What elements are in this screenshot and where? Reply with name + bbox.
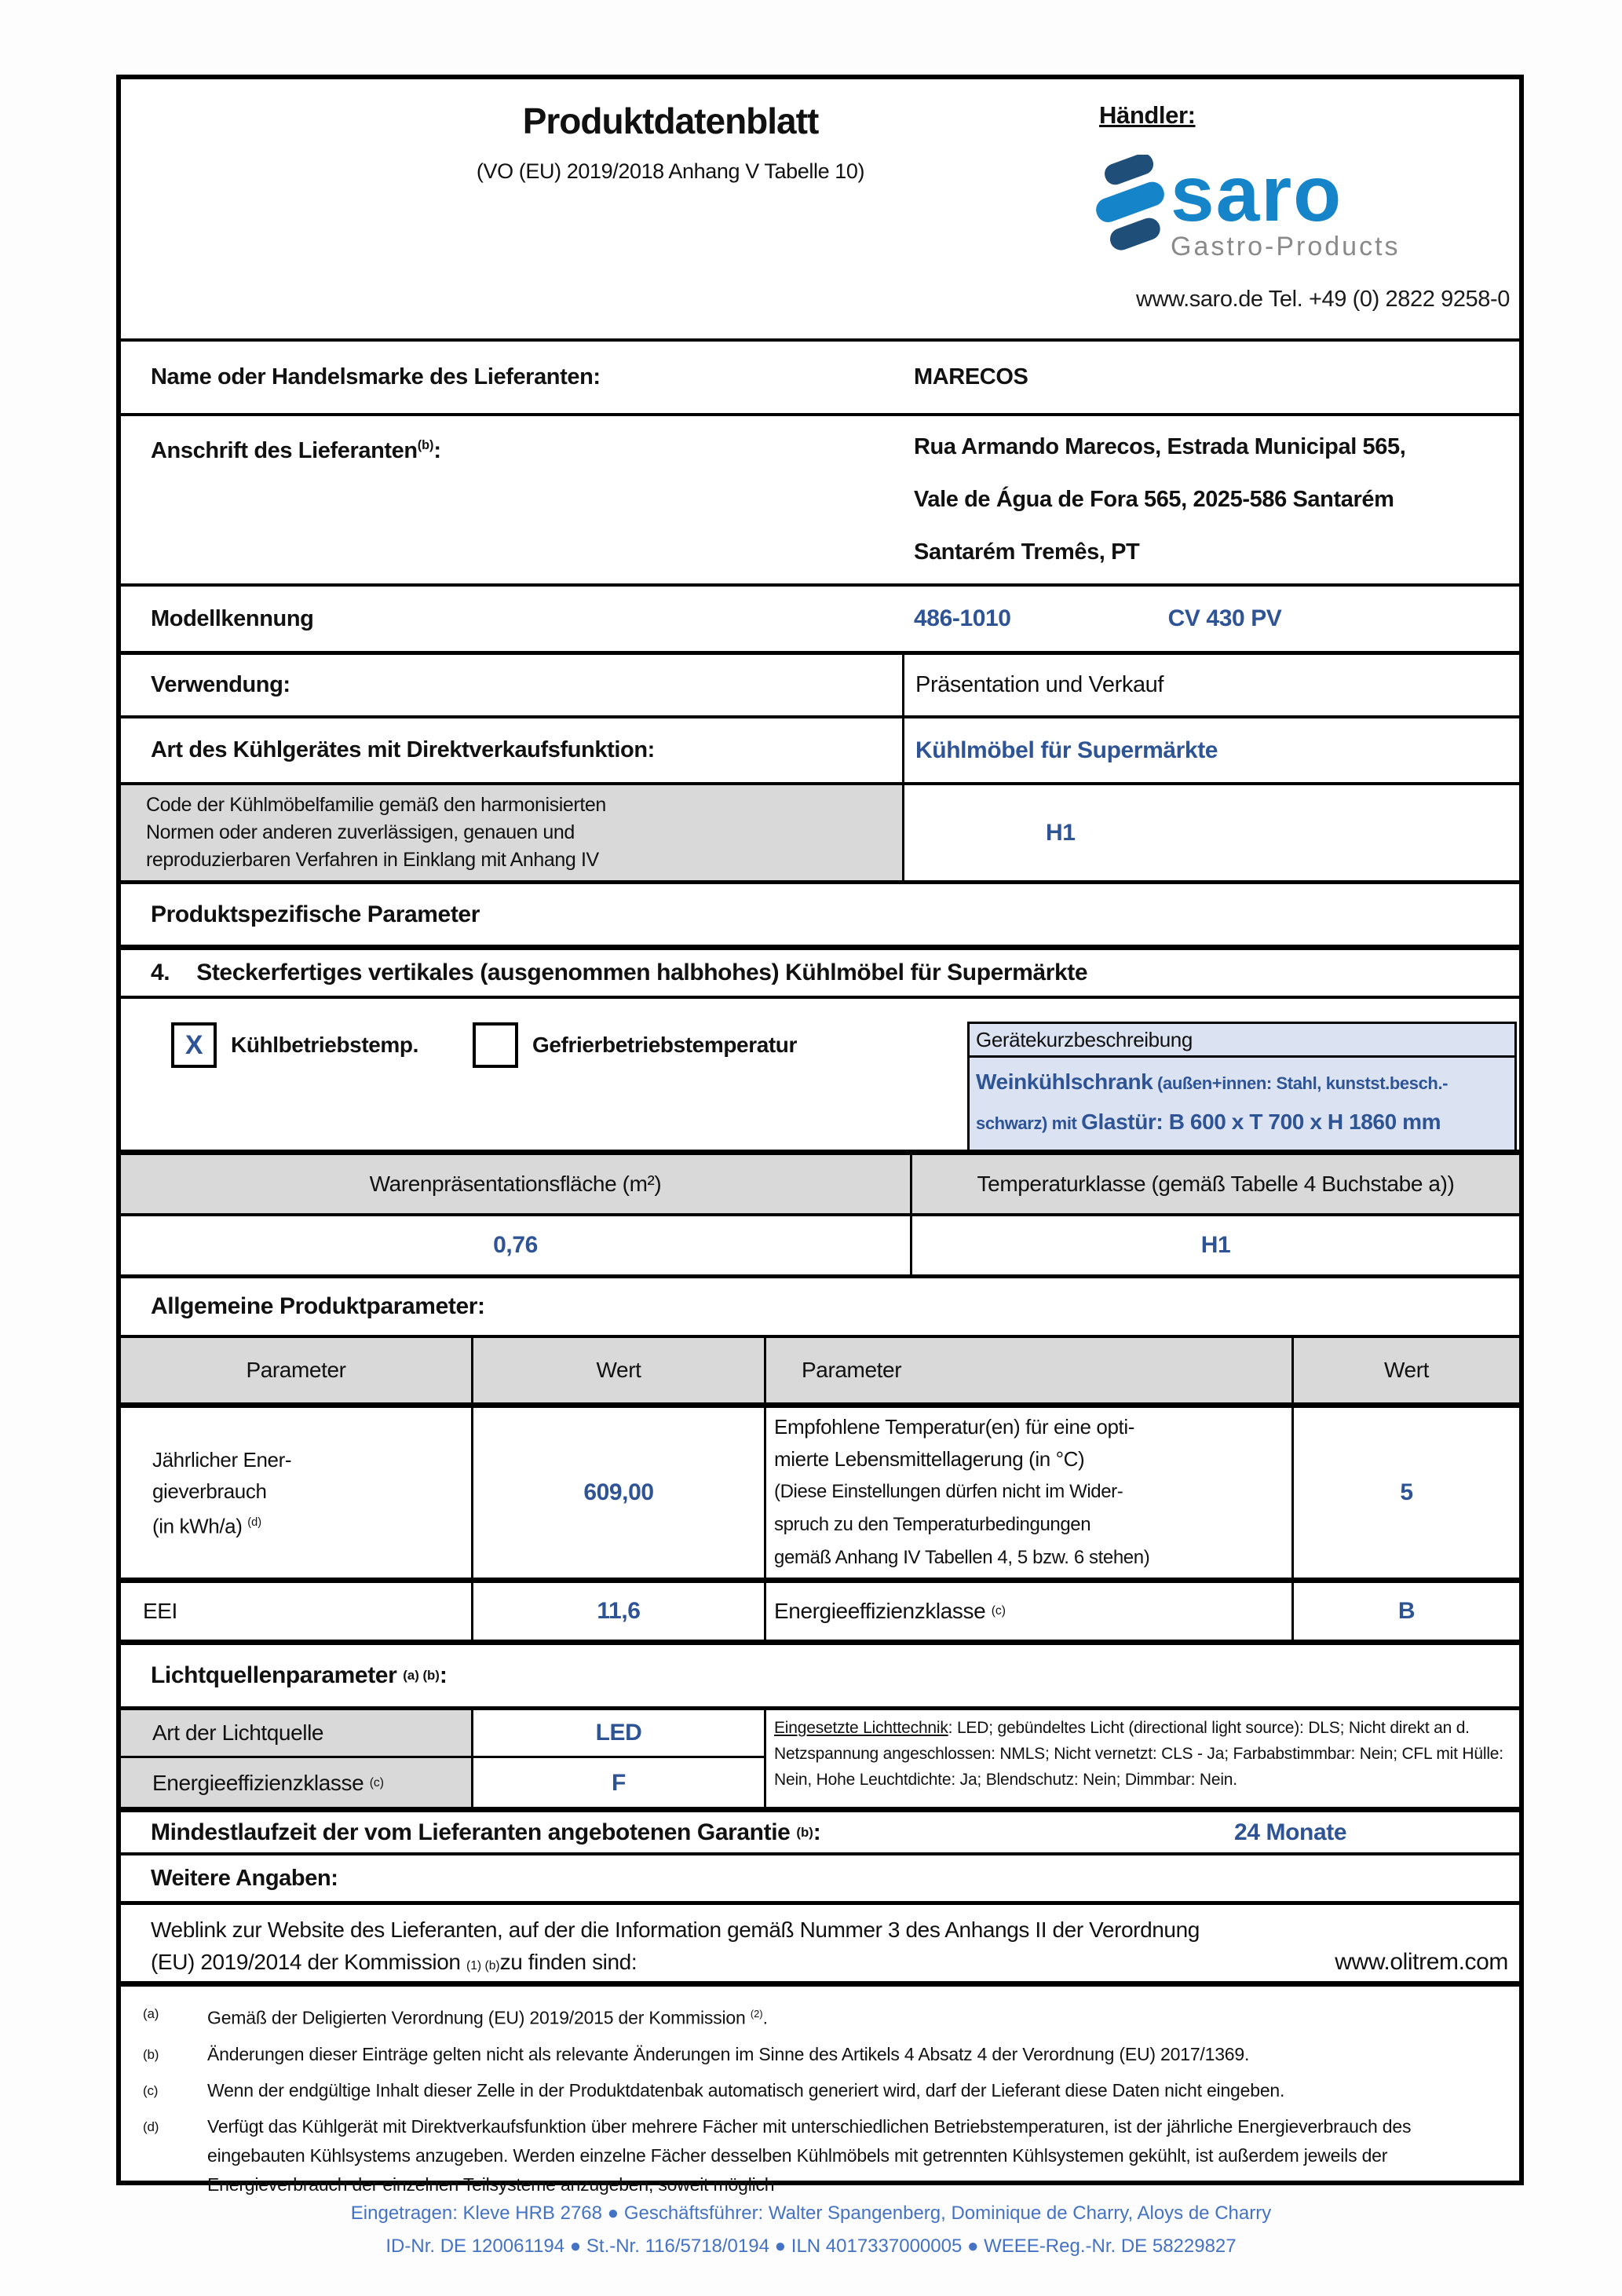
device-description-text bbox=[970, 1058, 1514, 1152]
eei-row bbox=[121, 1578, 1519, 1640]
energy-label-line: (in kWh/a) $^{(d)}$ bbox=[152, 1514, 262, 1538]
header-title-area bbox=[121, 79, 1001, 338]
supplier-weblink[interactable]: www.olitrem.com bbox=[1335, 1948, 1508, 1975]
rec-temp-line: spruch zu den Temperaturbedingungen bbox=[774, 1514, 1091, 1535]
dealer-label: Händler: bbox=[1099, 101, 1196, 129]
temperature-class-value: H1 bbox=[1200, 1232, 1231, 1258]
header-dealer-area bbox=[1001, 79, 1519, 338]
col-header-parameter-1: Parameter bbox=[121, 1338, 473, 1402]
footnote-a bbox=[143, 1999, 1496, 2033]
supplier-name-label: Name oder Handelsmarke des Lieferanten: bbox=[151, 364, 601, 389]
energy-consumption-row bbox=[121, 1402, 1519, 1578]
device-type-label: Art des Kühlgerätes mit Direktverkaufsfunktion: bbox=[121, 718, 904, 782]
warranty-value: 24 Monate bbox=[1234, 1819, 1347, 1845]
light-technology-body: : LED; gebündeltes Licht (directional light source): DLS; Nicht direkt an d. Netzspannung angeschlossen: NMLS; Nicht vernetzt: CLS - Ja; Farbabstimmbar: Nein; CFL mit Hülle: Nein, Hohe Leuchtdichte: Ja; Blendschutz: Nein; Dimmbar: Nein. bbox=[774, 1719, 1503, 1789]
col-header-wert-1: Wert bbox=[473, 1338, 766, 1402]
weblink-line1: Weblink zur Website des Lieferanten, auf der die Information gemäß Nummer 3 des Anhangs II der Verordnung bbox=[151, 1917, 1200, 1942]
col-header-parameter-2: Parameter bbox=[766, 1338, 1294, 1402]
usage-value: Präsentation und Verkauf bbox=[915, 672, 1164, 697]
supplier-address-label bbox=[121, 416, 441, 583]
rec-temp-line: Empfohlene Temperatur(en) für eine opti- bbox=[774, 1415, 1134, 1439]
product-specific-heading: Produktspezifische Parameter bbox=[121, 880, 1519, 945]
footnote-text: Verfügt das Kühlgerät mit Direktverkaufsfunktion über mehrere Fächer mit unterschiedlichen Betriebstemperaturen, ist der jährliche Energieverbrauch des eingebauten Kühlsystems anzugeben. Werden einzelne Fächer desselben Kühlmöbels mit getrennten Kühlsystemen gekühlt, ist außerdem jeweils der Energieverbrauch der einzelnen Teilsysteme anzugeben, soweit möglich bbox=[207, 2115, 1412, 2195]
supplier-address-value bbox=[914, 416, 1405, 583]
model-row bbox=[121, 583, 1519, 651]
address-line: Rua Armando Marecos, Estrada Municipal 565, bbox=[914, 434, 1406, 459]
light-source-rows bbox=[121, 1706, 1519, 1807]
light-parameters-heading: Lichtquellenparameter (a) (b) : bbox=[121, 1640, 1519, 1706]
footnotes-block bbox=[121, 1981, 1519, 2206]
footnote-text: Änderungen dieser Einträge gelten nicht als relevante Änderungen im Sinne des Artikels 4 Absatz 4 der Verordnung (EU) 2017/1369. bbox=[207, 2043, 1250, 2064]
saro-logo bbox=[1095, 150, 1401, 262]
supplier-address-label-sup: (b) bbox=[417, 438, 434, 452]
device-type-row bbox=[121, 715, 1519, 782]
footnote-marker: (a) bbox=[143, 2006, 159, 2021]
address-line: Santarém Tremês, PT bbox=[914, 539, 1140, 565]
supplier-address-label-colon: : bbox=[433, 438, 441, 463]
weblink-row bbox=[121, 1901, 1519, 1981]
rec-temp-line: (Diese Einstellungen dürfen nicht im Wider- bbox=[774, 1481, 1123, 1502]
rec-temp-line: gemäß Anhang IV Tabellen 4, 5 bzw. 6 stehen) bbox=[774, 1547, 1150, 1568]
sheet-border bbox=[116, 75, 1524, 2195]
warranty-row bbox=[121, 1807, 1519, 1852]
dealer-contact-line: www.saro.de Tel. +49 (0) 2822 9258-0 bbox=[1136, 287, 1510, 312]
footer-line1: Eingetragen: Kleve HRB 2768 ● Geschäftsführer: Walter Spangenberg, Dominique de Charry, Aloys de Charry bbox=[350, 2203, 1272, 2224]
light-source-left bbox=[121, 1710, 766, 1807]
parameter-table-header bbox=[121, 1335, 1519, 1402]
eei-value: 11,6 bbox=[473, 1583, 766, 1640]
cooling-temp-label: Kühlbetriebstemp. bbox=[231, 1033, 419, 1057]
section4-heading bbox=[121, 945, 1519, 996]
presentation-area-header: Warenpräsentationsfläche (m²) bbox=[121, 1155, 912, 1213]
footnote-text: Gemäß der Deligierten Verordnung (EU) 2019/2015 der Kommission $^{(2)}$. bbox=[207, 2007, 768, 2028]
section4-number: 4. bbox=[151, 960, 170, 985]
saro-logo-icon bbox=[1095, 155, 1171, 260]
usage-row bbox=[121, 651, 1519, 715]
light-class-row bbox=[121, 1758, 766, 1808]
device-description-box bbox=[967, 1022, 1517, 1154]
energy-label-line: Jährlicher Ener- bbox=[152, 1447, 292, 1472]
company-footer bbox=[0, 2197, 1622, 2263]
saro-brand-word: saro bbox=[1171, 150, 1343, 238]
presentation-area-value: 0,76 bbox=[121, 1216, 912, 1274]
energy-consumption-label bbox=[121, 1408, 473, 1578]
recommended-temperature-value: 5 bbox=[1400, 1479, 1413, 1505]
page-subtitle: (VO (EU) 2019/2018 Anhang V Tabelle 10) bbox=[476, 159, 865, 183]
family-code-line: Normen oder anderen zuverlässigen, genauen und bbox=[146, 821, 575, 843]
light-class-value: F bbox=[473, 1758, 766, 1808]
device-description-line: schwarz) mit Glastür: B 600 x T 700 x H 1860 mm bbox=[976, 1110, 1441, 1134]
family-code-line: Code der Kühlmöbelfamilie gemäß den harmonisierten bbox=[146, 794, 606, 816]
freezer-temp-checkbox[interactable] bbox=[473, 1022, 518, 1068]
cooling-temp-checkbox[interactable] bbox=[171, 1022, 217, 1068]
supplier-address-label-text: Anschrift des Lieferanten bbox=[151, 438, 418, 463]
usage-label: Verwendung: bbox=[121, 655, 904, 715]
footnote-marker: (c) bbox=[143, 2082, 159, 2098]
footnote-marker: (d) bbox=[143, 2119, 159, 2134]
presentation-header-row bbox=[121, 1150, 1519, 1213]
address-line: Vale de Água de Fora 565, 2025-586 Santarém bbox=[914, 487, 1394, 512]
energy-consumption-value: 609,00 bbox=[473, 1408, 766, 1578]
more-info-heading: Weitere Angaben: bbox=[121, 1852, 1519, 1901]
supplier-address-row bbox=[121, 413, 1519, 583]
footnote-marker: (b) bbox=[143, 2046, 159, 2062]
col-header-wert-2: Wert bbox=[1294, 1338, 1519, 1402]
light-technology-text bbox=[766, 1710, 1519, 1807]
light-technology-head: Eingesetzte Lichttechnik bbox=[774, 1719, 948, 1737]
model-values bbox=[914, 587, 1281, 651]
energy-class-value: B bbox=[1397, 1598, 1416, 1624]
footnote-c bbox=[143, 2076, 1496, 2105]
checkbox-mark: X bbox=[184, 1029, 203, 1060]
general-parameters-heading: Allgemeine Produktparameter: bbox=[121, 1274, 1519, 1335]
device-description-line: Weinkühlschrank (außen+innen: Stahl, kunstst.besch.- bbox=[976, 1069, 1448, 1094]
header-block bbox=[121, 79, 1519, 338]
freezer-temp-label: Gefrierbetriebstemperatur bbox=[532, 1033, 798, 1057]
presentation-values-row bbox=[121, 1213, 1519, 1274]
model-label: Modellkennung bbox=[151, 605, 314, 631]
operation-mode-row bbox=[121, 996, 1519, 1150]
energy-label-line: gieverbrauch bbox=[152, 1479, 267, 1503]
section4-title: Steckerfertiges vertikales (ausgenommen halbhohes) Kühlmöbel für Supermärkte bbox=[196, 960, 1088, 985]
saro-tagline: Gastro-Products bbox=[1171, 232, 1401, 261]
weblink-line2: (EU) 2019/2014 der Kommission (1) (b) zu finden sind: www.olitrem.com bbox=[151, 1949, 1519, 1976]
recommended-temperature-label bbox=[766, 1408, 1294, 1578]
temperature-class-header: Temperaturklasse (gemäß Tabelle 4 Buchstabe a)) bbox=[912, 1155, 1519, 1213]
light-source-type-label: Art der Lichtquelle bbox=[121, 1710, 473, 1756]
family-code-line: reproduzierbaren Verfahren in Einklang mit Anhang IV bbox=[146, 849, 599, 871]
light-class-label: Energieeffizienzklasse (c) bbox=[121, 1758, 473, 1808]
family-code-label bbox=[121, 785, 904, 880]
rec-temp-line: mierte Lebensmittellagerung (in °C) bbox=[774, 1447, 1085, 1471]
footnote-d bbox=[143, 2112, 1496, 2199]
model-number: 486-1010 bbox=[914, 605, 1011, 631]
model-name: CV 430 PV bbox=[1167, 605, 1282, 631]
device-description-header: Gerätekurzbeschreibung bbox=[970, 1024, 1514, 1058]
supplier-name-value: MARECOS bbox=[914, 364, 1028, 389]
light-source-type-value: LED bbox=[473, 1710, 766, 1756]
footnote-b bbox=[143, 2040, 1496, 2069]
footnote-text: Wenn der endgültige Inhalt dieser Zelle in der Produktdatenbak automatisch generiert wird, darf der Lieferant diese Daten nicht eingeben. bbox=[207, 2079, 1285, 2100]
light-source-type-row bbox=[121, 1710, 766, 1758]
supplier-name-row bbox=[121, 338, 1519, 413]
family-code-value: H1 bbox=[1046, 819, 1076, 846]
energy-class-label: Energieeffizienzklasse (c) bbox=[766, 1583, 1294, 1640]
warranty-label: Mindestlaufzeit der vom Lieferanten angebotenen Garantie (b) : bbox=[151, 1819, 821, 1845]
footer-line2: ID-Nr. DE 120061194 ● St.-Nr. 116/5718/0194 ● ILN 4017337000005 ● WEEE-Reg.-Nr. DE 58229827 bbox=[385, 2236, 1237, 2257]
saro-logo-text bbox=[1171, 150, 1401, 262]
device-type-value: Kühlmöbel für Supermärkte bbox=[915, 737, 1218, 763]
eei-label: EEI bbox=[121, 1583, 473, 1640]
page-title: Produktdatenblatt bbox=[522, 101, 819, 141]
family-code-row bbox=[121, 782, 1519, 880]
